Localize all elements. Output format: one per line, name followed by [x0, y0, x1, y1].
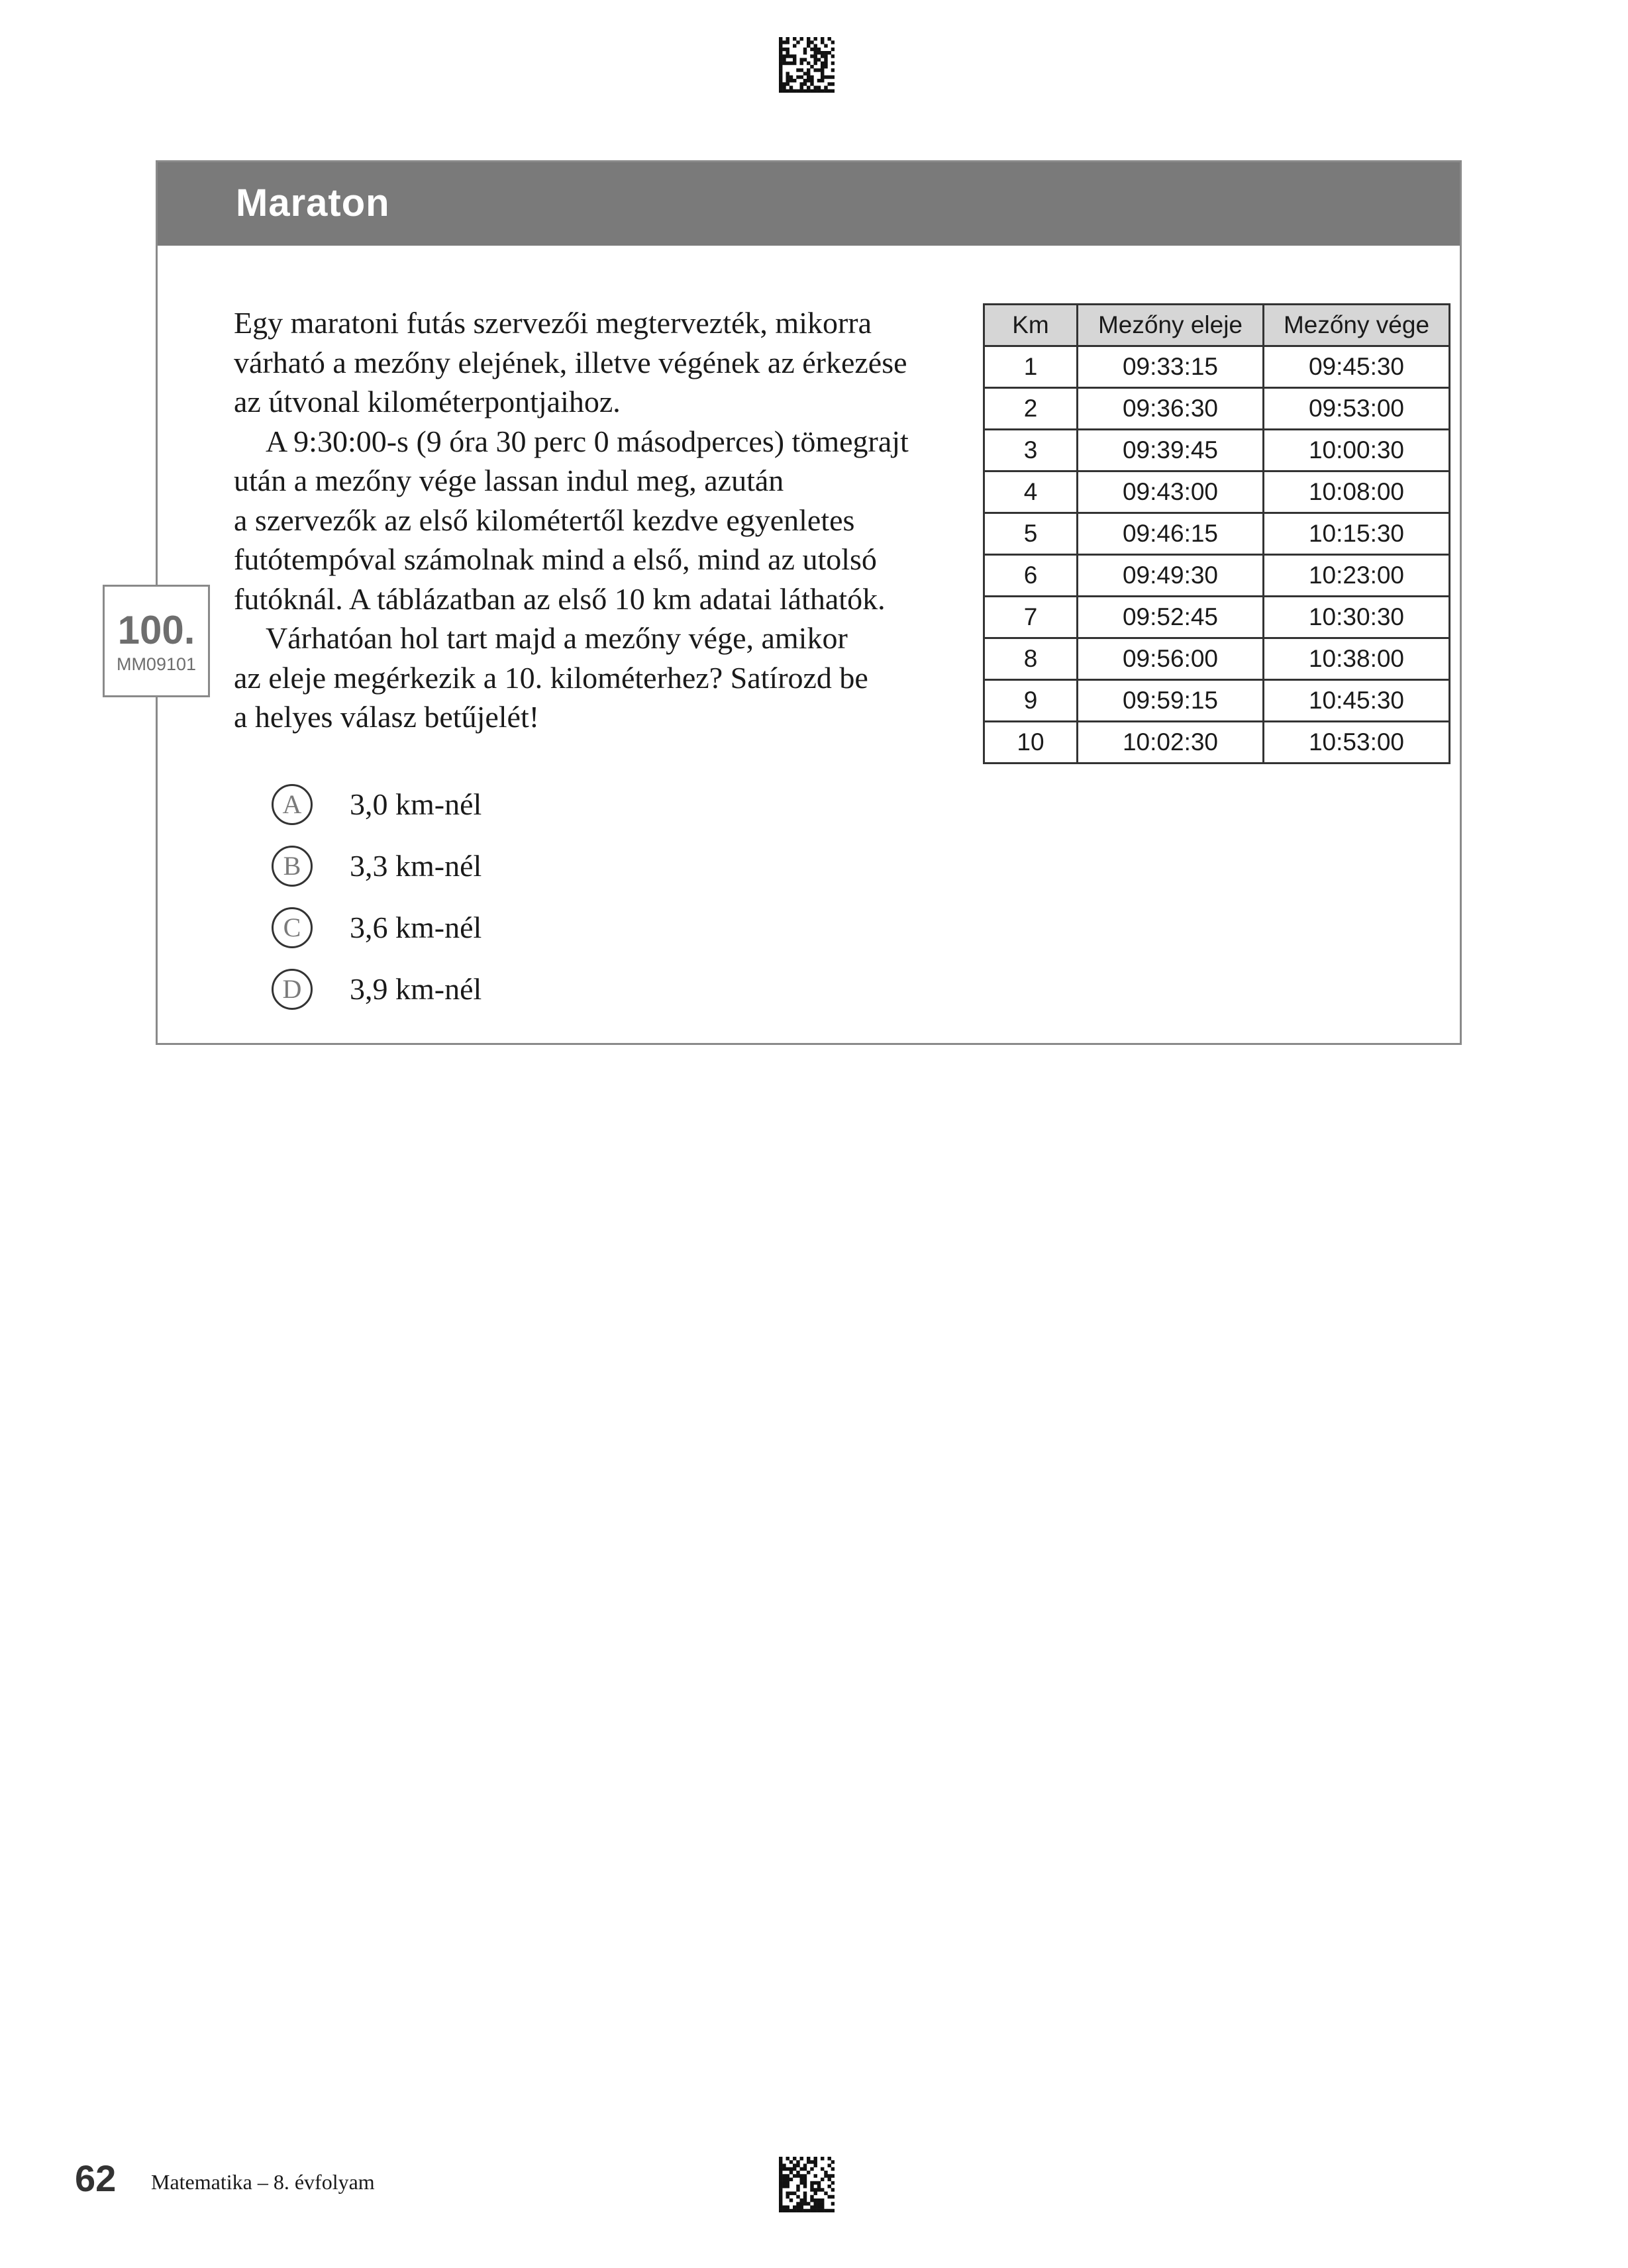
question-line: Egy maratoni futás szervezői megtervezték, mikorra: [234, 306, 872, 340]
cell-end: 10:30:30: [1264, 597, 1450, 638]
question-line: futótempóval számolnak mind a első, mind az utolsó: [234, 542, 877, 576]
cell-km: 1: [984, 346, 1078, 388]
footer-subject: Matematika – 8. évfolyam: [151, 2170, 375, 2194]
marathon-table: [983, 303, 1450, 764]
table-row: [984, 597, 1450, 638]
cell-end: 09:53:00: [1264, 388, 1450, 430]
datamatrix-code-top: [779, 37, 835, 93]
task-code: MM09101: [116, 654, 197, 674]
question-text: [234, 303, 956, 737]
table-row: [984, 346, 1450, 388]
answer-text-d: 3,9 km-nél: [350, 972, 482, 1006]
cell-km: 8: [984, 638, 1078, 680]
cell-front: 09:52:45: [1078, 597, 1264, 638]
answer-option-b[interactable]: [272, 835, 482, 897]
cell-km: 2: [984, 388, 1078, 430]
question-line: Várhatóan hol tart majd a mezőny vége, amikor: [266, 621, 848, 655]
cell-end: 10:08:00: [1264, 471, 1450, 513]
cell-end: 10:53:00: [1264, 722, 1450, 764]
task-header: [158, 162, 1460, 246]
table-header-row: [984, 305, 1450, 346]
cell-end: 10:23:00: [1264, 555, 1450, 597]
question-paragraph-2: [234, 422, 956, 619]
cell-km: 9: [984, 680, 1078, 722]
table-row: [984, 680, 1450, 722]
cell-front: 09:33:15: [1078, 346, 1264, 388]
answer-text-a: 3,0 km-nél: [350, 787, 482, 821]
question-line: A 9:30:00-s (9 óra 30 perc 0 másodperces) tömegrajt: [266, 424, 909, 458]
table-row: [984, 513, 1450, 555]
table-row: [984, 638, 1450, 680]
cell-end: 10:38:00: [1264, 638, 1450, 680]
cell-front: 10:02:30: [1078, 722, 1264, 764]
cell-end: 10:15:30: [1264, 513, 1450, 555]
table-row: [984, 388, 1450, 430]
table-row: [984, 430, 1450, 471]
cell-front: 09:49:30: [1078, 555, 1264, 597]
question-paragraph-3: [234, 618, 956, 737]
cell-front: 09:43:00: [1078, 471, 1264, 513]
cell-front: 09:59:15: [1078, 680, 1264, 722]
cell-front: 09:46:15: [1078, 513, 1264, 555]
table-row: [984, 471, 1450, 513]
question-line: várható a mezőny elejének, illetve végének az érkezése: [234, 345, 907, 379]
datamatrix-code-bottom: [779, 2157, 835, 2212]
header-km: Km: [984, 305, 1078, 346]
cell-front: 09:36:30: [1078, 388, 1264, 430]
answer-bubble-a[interactable]: A: [272, 784, 313, 825]
cell-km: 4: [984, 471, 1078, 513]
cell-km: 7: [984, 597, 1078, 638]
cell-km: 10: [984, 722, 1078, 764]
cell-end: 10:00:30: [1264, 430, 1450, 471]
table-row: [984, 722, 1450, 764]
question-line: a helyes válasz betűjelét!: [234, 700, 540, 734]
answer-option-a[interactable]: [272, 773, 482, 835]
answer-text-b: 3,3 km-nél: [350, 849, 482, 883]
answer-option-c[interactable]: [272, 897, 482, 958]
answer-options: [272, 773, 482, 1020]
cell-front: 09:39:45: [1078, 430, 1264, 471]
task-number-box: [103, 585, 210, 697]
cell-end: 10:45:30: [1264, 680, 1450, 722]
cell-front: 09:56:00: [1078, 638, 1264, 680]
question-line: futóknál. A táblázatban az első 10 km adatai láthatók.: [234, 581, 886, 616]
header-field-front: Mezőny eleje: [1078, 305, 1264, 346]
cell-km: 5: [984, 513, 1078, 555]
question-line: az útvonal kilométerpontjaihoz.: [234, 385, 621, 419]
answer-bubble-b[interactable]: B: [272, 846, 313, 887]
answer-option-d[interactable]: [272, 958, 482, 1020]
cell-end: 09:45:30: [1264, 346, 1450, 388]
table-row: [984, 555, 1450, 597]
answer-text-c: 3,6 km-nél: [350, 911, 482, 944]
question-line: a szervezők az első kilométertől kezdve egyenletes: [234, 503, 855, 537]
cell-km: 3: [984, 430, 1078, 471]
question-paragraph-1: [234, 303, 956, 422]
task-number: 100.: [117, 608, 195, 652]
answer-bubble-c[interactable]: C: [272, 907, 313, 948]
header-field-end: Mezőny vége: [1264, 305, 1450, 346]
page-number: 62: [75, 2157, 117, 2199]
question-line: után a mezőny vége lassan indul meg, azután: [234, 464, 784, 497]
cell-km: 6: [984, 555, 1078, 597]
question-line: az eleje megérkezik a 10. kilométerhez? Satírozd be: [234, 660, 868, 695]
answer-bubble-d[interactable]: D: [272, 969, 313, 1010]
task-title: Maraton: [236, 181, 390, 224]
